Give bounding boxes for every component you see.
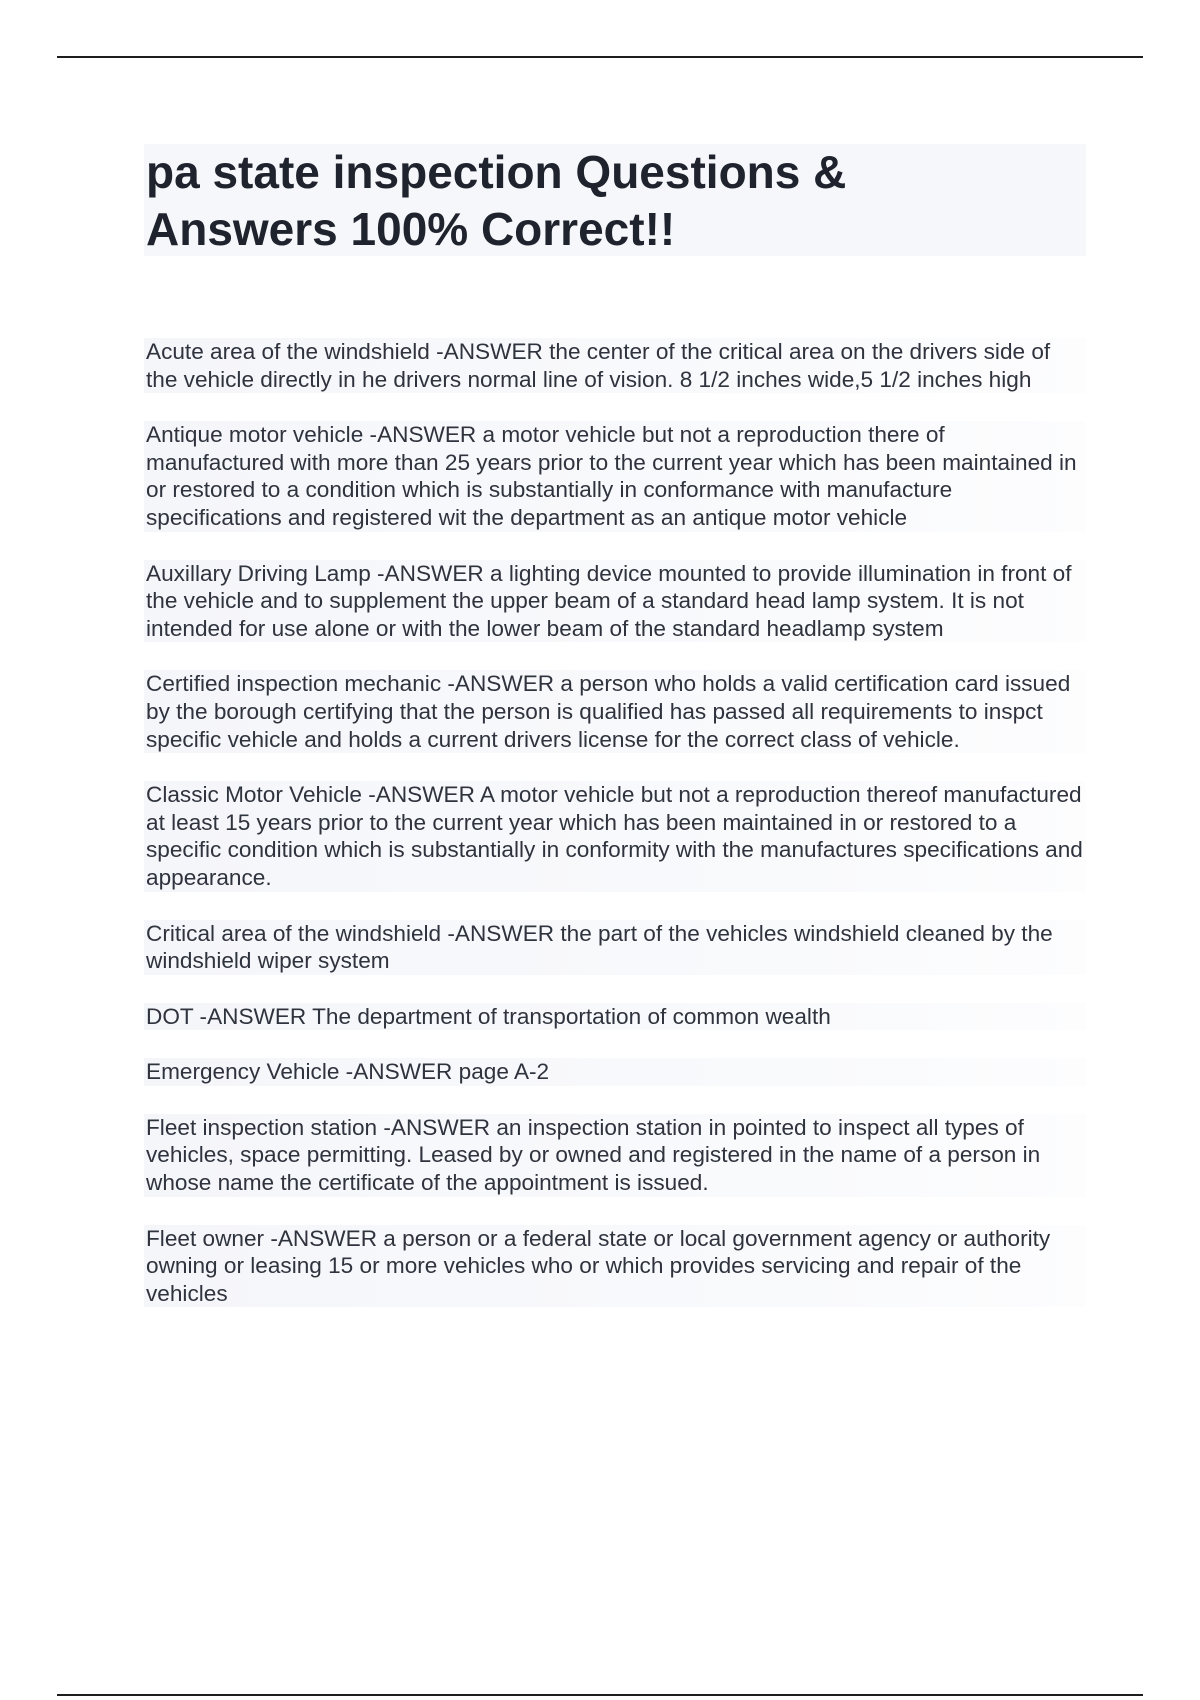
qa-entry: Fleet inspection station -ANSWER an inspection station in pointed to inspect all types of vehicles, space permitting. Leased by or owned and registered in the name of a person in whose name the certificate of the appointment is issued. — [144, 1114, 1086, 1197]
top-divider — [57, 56, 1143, 58]
qa-entry: Certified inspection mechanic -ANSWER a person who holds a valid certification card issued by the borough certifying that the person is qualified has passed all requirements to inspct specific vehicle and holds a current drivers license for the correct class of vehicle. — [144, 670, 1086, 753]
qa-entry: Critical area of the windshield -ANSWER the part of the vehicles windshield cleaned by the windshield wiper system — [144, 920, 1086, 975]
title-line-1: pa state inspection Questions & — [146, 146, 847, 198]
qa-entry: Fleet owner -ANSWER a person or a federal state or local government agency or authority owning or leasing 15 or more vehicles who or which provides servicing and repair of the vehicles — [144, 1225, 1086, 1308]
qa-entry: Classic Motor Vehicle -ANSWER A motor vehicle but not a reproduction thereof manufactured at least 15 years prior to the current year which has been maintained in or restored to a specific condition which is substantially in conformity with the manufactures specifications and appearance. — [144, 781, 1086, 891]
qa-entry: Auxillary Driving Lamp -ANSWER a lighting device mounted to provide illumination in front of the vehicle and to supplement the upper beam of a standard head lamp system. It is not intended for use alone or with the lower beam of the standard headlamp system — [144, 560, 1086, 643]
title-line-2: Answers 100% Correct!! — [146, 203, 676, 255]
bottom-divider — [57, 1694, 1143, 1696]
page-title — [144, 144, 1086, 258]
qa-list — [144, 338, 1086, 1335]
title-block — [144, 144, 1086, 256]
qa-entry: Acute area of the windshield -ANSWER the center of the critical area on the drivers side of the vehicle directly in he drivers normal line of vision. 8 1/2 inches wide,5 1/2 inches high — [144, 338, 1086, 393]
qa-entry: Antique motor vehicle -ANSWER a motor vehicle but not a reproduction there of manufactured with more than 25 years prior to the current year which has been maintained in or restored to a condition which is substantially in conformance with manufacture specifications and registered wit the department as an antique motor vehicle — [144, 421, 1086, 531]
qa-entry: Emergency Vehicle -ANSWER page A-2 — [144, 1058, 1086, 1086]
qa-entry: DOT -ANSWER The department of transportation of common wealth — [144, 1003, 1086, 1031]
